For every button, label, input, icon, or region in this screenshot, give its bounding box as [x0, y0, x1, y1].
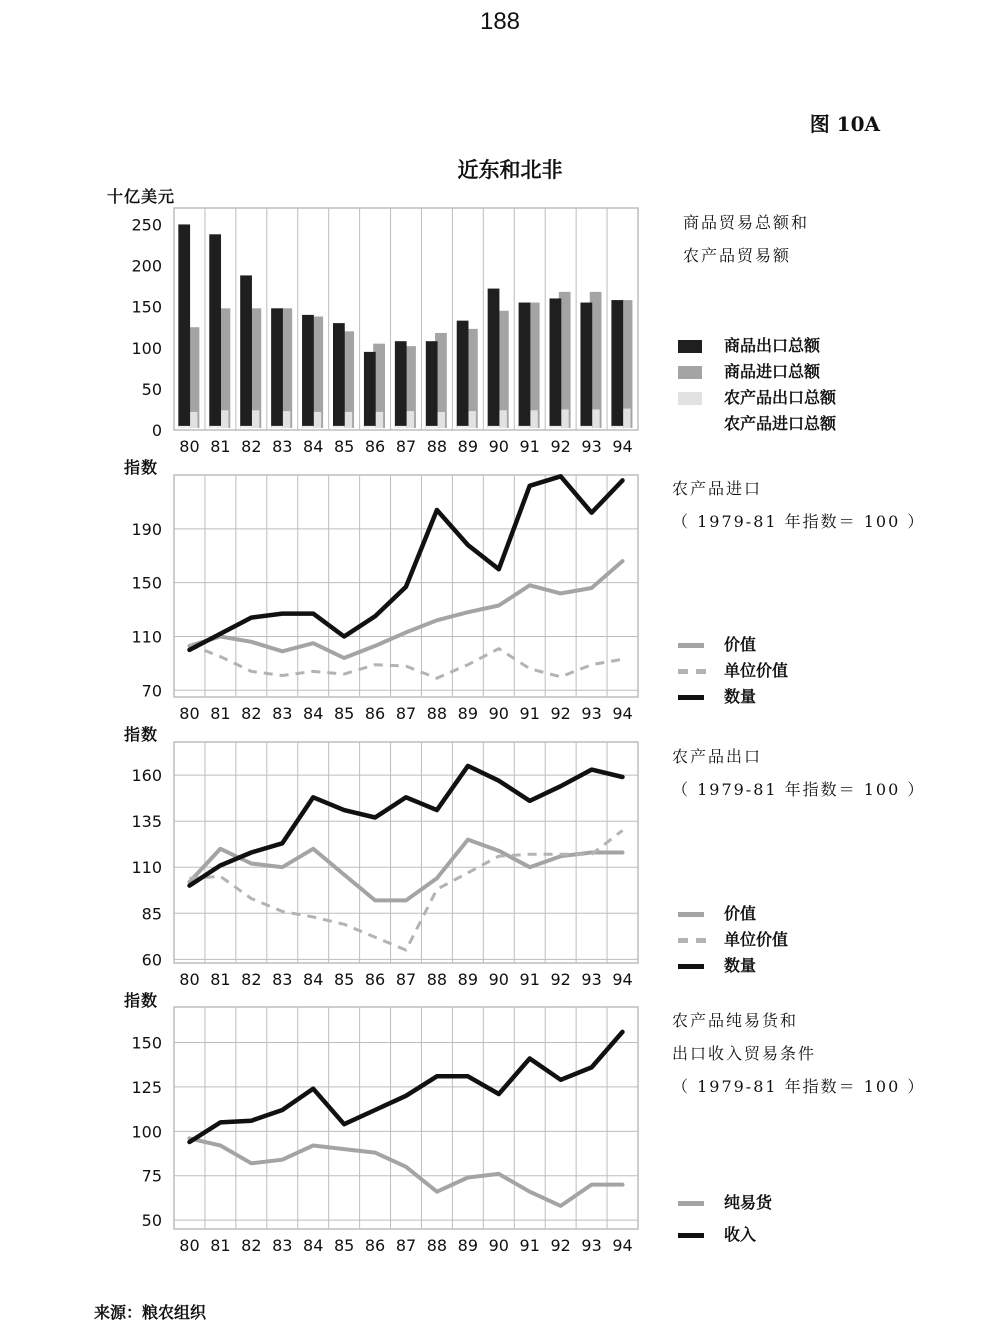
- bar-merch-exports: [333, 323, 345, 428]
- bar-merch-exports: [271, 308, 283, 428]
- import-chart-x-tick-label: 94: [612, 704, 633, 723]
- legend-label: 数量: [724, 956, 757, 975]
- bar-merch-exports: [457, 321, 469, 428]
- bar-chart-x-tick-label: 89: [457, 437, 479, 456]
- bar-agri-exports: [178, 426, 190, 428]
- import-chart-x-tick-label: 87: [395, 704, 417, 723]
- export-chart-x-tick-label: 88: [426, 970, 448, 989]
- export-chart-x-tick-label: 81: [210, 970, 231, 989]
- export-chart-unit: 指数: [124, 725, 159, 744]
- export-chart-x-tick-label: 93: [581, 970, 602, 989]
- export-chart-x-tick-label: 92: [550, 970, 571, 989]
- bar-agri-exports: [333, 426, 345, 428]
- bar-merch-exports: [580, 303, 592, 428]
- import-chart-x-tick-label: 83: [272, 704, 293, 723]
- bar-chart-y-tick-label: 50: [141, 379, 162, 399]
- bar-agri-exports: [457, 426, 469, 428]
- figure-title: 近东和北非: [457, 158, 563, 182]
- bar-chart-x-tick-label: 93: [581, 437, 602, 456]
- export-chart-x-tick-label: 94: [612, 970, 633, 989]
- terms-chart-side-title-line-2: 出口收入贸易条件: [672, 1044, 817, 1063]
- terms-chart-x-tick-label: 90: [488, 1236, 509, 1255]
- bar-chart-x-tick-label: 81: [210, 437, 231, 456]
- terms-chart-y-tick-label: 50: [141, 1211, 162, 1231]
- terms-chart-side-title-line-1: 农产品纯易货和: [672, 1011, 799, 1030]
- legend-label: 价值: [724, 635, 757, 654]
- legend-label: 单位价值: [724, 661, 789, 680]
- legend-label: 商品出口总额: [724, 336, 821, 355]
- legend-label: 价值: [724, 904, 757, 923]
- bar-agri-exports: [209, 426, 221, 428]
- source-note: 来源：粮农组织: [94, 1303, 207, 1322]
- import-chart-side-title-line-1: 农产品进口: [672, 479, 763, 498]
- bar-chart-x-tick-label: 88: [426, 437, 448, 456]
- bar-merch-exports: [178, 224, 190, 428]
- export-chart-x-tick-label: 82: [241, 970, 262, 989]
- export-chart-x-tick-label: 91: [519, 970, 540, 989]
- bar-chart-x-tick-label: 94: [612, 437, 633, 456]
- bar-chart-x-tick-label: 87: [395, 437, 417, 456]
- import-chart-x-tick-label: 89: [457, 704, 479, 723]
- bar-chart-x-tick-label: 92: [550, 437, 571, 456]
- terms-chart-x-tick-label: 80: [179, 1236, 200, 1255]
- export-chart-side-title-line-2: （ 1979-81 年指数＝ 100 ）: [672, 780, 926, 799]
- import-chart-x-tick-label: 86: [364, 704, 386, 723]
- bar-chart-y-tick-label: 150: [131, 297, 162, 317]
- export-chart-x-tick-label: 87: [395, 970, 417, 989]
- bar-chart-y-tick-label: 0: [151, 421, 162, 440]
- terms-chart-y-tick-label: 125: [131, 1077, 162, 1097]
- bar-agri-exports: [550, 426, 562, 428]
- terms-chart-unit: 指数: [124, 991, 159, 1010]
- bar-merch-exports: [519, 303, 531, 428]
- import-chart-y-tick-label: 70: [141, 681, 162, 701]
- bar-merch-exports: [364, 352, 376, 428]
- import-chart-x-tick-label: 81: [210, 704, 231, 723]
- export-chart-y-tick-label: 135: [131, 812, 162, 832]
- export-chart-x-tick-label: 83: [272, 970, 293, 989]
- import-chart-x-tick-label: 90: [488, 704, 509, 723]
- legend-label: 农产品出口总额: [724, 388, 837, 407]
- terms-chart-x-tick-label: 88: [426, 1236, 448, 1255]
- bar-merch-exports: [240, 275, 252, 428]
- bar-chart-x-tick-label: 90: [488, 437, 509, 456]
- bar-chart-y-tick-label: 200: [131, 256, 162, 276]
- export-chart-x-tick-label: 80: [179, 970, 200, 989]
- import-chart-y-tick-label: 150: [131, 573, 162, 593]
- bar-agri-exports: [302, 426, 314, 428]
- terms-chart-x-tick-label: 91: [519, 1236, 540, 1255]
- bar-chart-x-tick-label: 91: [519, 437, 540, 456]
- legend-label: 纯易货: [724, 1193, 773, 1212]
- bar-agri-exports: [364, 426, 376, 428]
- bar-merch-exports: [488, 289, 500, 428]
- bar-merch-exports: [611, 300, 623, 428]
- page-number: 188: [479, 8, 521, 35]
- bar-merch-exports: [209, 234, 221, 428]
- terms-chart: [131, 1007, 638, 1255]
- terms-chart-x-tick-label: 94: [612, 1236, 633, 1255]
- import-chart-x-tick-label: 84: [303, 704, 324, 723]
- import-chart-unit: 指数: [124, 458, 159, 477]
- terms-chart-x-tick-label: 84: [303, 1236, 324, 1255]
- import-chart-x-tick-label: 82: [241, 704, 262, 723]
- export-chart-x-tick-label: 84: [303, 970, 324, 989]
- legend-label: 数量: [724, 687, 757, 706]
- export-chart-y-tick-label: 110: [131, 858, 162, 878]
- export-chart-x-tick-label: 85: [333, 970, 355, 989]
- terms-chart-x-tick-label: 86: [364, 1236, 386, 1255]
- bar-chart-x-tick-label: 80: [179, 437, 200, 456]
- bar-merch-exports: [550, 298, 562, 428]
- import-chart-x-tick-label: 93: [581, 704, 602, 723]
- terms-chart-x-tick-label: 81: [210, 1236, 231, 1255]
- bar-chart-side-title-line-1: 商品贸易总额和: [683, 213, 810, 232]
- bar-agri-exports: [580, 426, 592, 428]
- import-chart-side-title-line-2: （ 1979-81 年指数＝ 100 ）: [672, 512, 926, 531]
- terms-chart-y-tick-label: 100: [131, 1122, 162, 1142]
- terms-chart-x-tick-label: 85: [333, 1236, 355, 1255]
- terms-chart-x-tick-label: 83: [272, 1236, 293, 1255]
- bar-agri-exports: [611, 426, 623, 428]
- import-chart: [131, 475, 638, 723]
- bar-chart-side-title-line-2: 农产品贸易额: [683, 246, 792, 265]
- import-chart-y-tick-label: 110: [131, 627, 162, 647]
- terms-chart-y-tick-label: 150: [131, 1033, 162, 1053]
- bar-chart-x-tick-label: 82: [241, 437, 262, 456]
- bar-agri-exports: [395, 426, 407, 428]
- terms-chart-side-title-line-3: （ 1979-81 年指数＝ 100 ）: [672, 1077, 926, 1096]
- legend-label: 收入: [724, 1225, 757, 1244]
- terms-chart-y-tick-label: 75: [141, 1166, 162, 1186]
- import-chart-x-tick-label: 80: [179, 704, 200, 723]
- export-chart-x-tick-label: 89: [457, 970, 479, 989]
- export-chart-side-title-line-1: 农产品出口: [672, 747, 763, 766]
- bar-merch-exports: [302, 315, 314, 428]
- import-chart-x-tick-label: 91: [519, 704, 540, 723]
- terms-chart-plot-area: [174, 1007, 638, 1229]
- bar-merch-exports: [395, 341, 407, 428]
- export-chart-x-tick-label: 90: [488, 970, 509, 989]
- export-chart-y-tick-label: 160: [131, 766, 162, 786]
- bar-chart-x-tick-label: 83: [272, 437, 293, 456]
- export-chart-y-tick-label: 85: [141, 904, 162, 924]
- export-chart: [131, 742, 638, 989]
- import-chart-x-tick-label: 85: [333, 704, 355, 723]
- bar-chart-y-tick-label: 250: [131, 215, 162, 235]
- terms-chart-x-tick-label: 82: [241, 1236, 262, 1255]
- import-chart-x-tick-label: 88: [426, 704, 448, 723]
- legend-label: 单位价值: [724, 930, 789, 949]
- bar-chart-x-tick-label: 84: [303, 437, 324, 456]
- bar-agri-exports: [271, 426, 283, 428]
- terms-chart-x-tick-label: 87: [395, 1236, 417, 1255]
- bar-chart-y-tick-label: 100: [131, 338, 162, 358]
- export-chart-y-tick-label: 60: [141, 950, 162, 970]
- bar-agri-exports: [488, 426, 500, 428]
- import-chart-x-tick-label: 92: [550, 704, 571, 723]
- legend-label: 农产品进口总额: [724, 414, 837, 433]
- terms-chart-x-tick-label: 92: [550, 1236, 571, 1255]
- bar-chart-x-tick-label: 85: [333, 437, 355, 456]
- import-chart-y-tick-label: 190: [131, 519, 162, 539]
- bar-merch-exports: [426, 341, 438, 428]
- bar-chart-unit: 十亿美元: [107, 187, 176, 206]
- bar-chart: [131, 208, 638, 456]
- terms-chart-x-tick-label: 89: [457, 1236, 479, 1255]
- export-chart-x-tick-label: 86: [364, 970, 386, 989]
- figure-label: 图 10A: [809, 112, 880, 136]
- bar-agri-exports: [426, 426, 438, 428]
- legend-label: 商品进口总额: [724, 362, 821, 381]
- bar-chart-x-tick-label: 86: [364, 437, 386, 456]
- bar-agri-exports: [240, 426, 252, 428]
- terms-chart-x-tick-label: 93: [581, 1236, 602, 1255]
- bar-agri-exports: [519, 426, 531, 428]
